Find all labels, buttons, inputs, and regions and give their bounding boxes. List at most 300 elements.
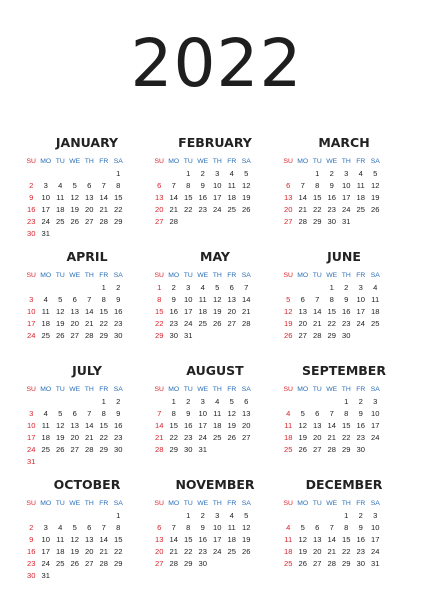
month-april — [23, 248, 151, 342]
day-cell: 1 — [116, 169, 121, 178]
weekday-header: MO — [40, 158, 52, 165]
day-cell: 10 — [184, 295, 193, 304]
day-cell: 21 — [99, 205, 108, 214]
day-cell: 2 — [200, 511, 205, 520]
blank-cell — [296, 168, 311, 180]
day-cell: 6 — [244, 397, 249, 406]
day-cell: 18 — [227, 535, 236, 544]
day-cell: 6 — [157, 523, 162, 532]
weekday-header: WE — [326, 158, 338, 165]
day-cell: 23 — [27, 217, 36, 226]
day-cell: 2 — [116, 283, 121, 292]
day-cell: 20 — [70, 319, 79, 328]
blank-cell — [97, 168, 112, 180]
day-cell: 25 — [56, 217, 65, 226]
day-cell: 3 — [186, 283, 191, 292]
blank-cell — [325, 396, 340, 408]
weekday-header: FR — [99, 158, 109, 165]
day-cell: 3 — [373, 511, 378, 520]
day-cell: 28 — [169, 217, 178, 226]
weekday-header: WE — [69, 500, 81, 507]
weekday-header: SA — [113, 386, 123, 393]
day-cell: 26 — [213, 319, 222, 328]
day-cell: 25 — [227, 205, 236, 214]
day-cell: 26 — [70, 559, 79, 568]
day-cell: 19 — [371, 193, 380, 202]
day-cell: 3 — [29, 295, 34, 304]
day-cell: 6 — [72, 295, 77, 304]
day-cell: 29 — [99, 445, 108, 454]
day-grid — [151, 270, 279, 342]
day-cell: 3 — [344, 169, 349, 178]
day-cell: 10 — [356, 295, 365, 304]
day-cell: 15 — [114, 535, 123, 544]
day-cell: 29 — [114, 559, 123, 568]
day-cell: 3 — [373, 397, 378, 406]
day-cell: 7 — [315, 295, 320, 304]
day-cell: 16 — [27, 205, 36, 214]
blank-cell — [82, 282, 97, 294]
blank-cell — [281, 510, 296, 522]
day-cell: 12 — [70, 535, 79, 544]
day-grid — [23, 270, 151, 342]
blank-cell — [53, 168, 68, 180]
day-cell: 10 — [371, 523, 380, 532]
day-cell: 23 — [184, 433, 193, 442]
day-cell: 25 — [284, 559, 293, 568]
day-grid — [23, 498, 151, 582]
day-cell: 13 — [227, 295, 236, 304]
day-cell: 13 — [313, 421, 322, 430]
day-cell: 13 — [85, 535, 94, 544]
day-cell: 16 — [114, 307, 123, 316]
weekday-header: SA — [113, 158, 123, 165]
weekday-header: SU — [283, 158, 293, 165]
blank-cell — [68, 510, 83, 522]
blank-cell — [24, 168, 39, 180]
weekday-header: WE — [197, 386, 209, 393]
day-cell: 4 — [58, 523, 63, 532]
day-cell: 14 — [155, 421, 164, 430]
day-cell: 22 — [184, 547, 193, 556]
day-cell: 3 — [43, 523, 48, 532]
month-name: AUGUST — [186, 363, 244, 378]
day-cell: 6 — [300, 295, 305, 304]
day-cell: 2 — [358, 511, 363, 520]
weekday-header: TH — [84, 500, 94, 507]
day-cell: 16 — [198, 535, 207, 544]
day-cell: 18 — [213, 421, 222, 430]
blank-cell — [39, 396, 54, 408]
day-cell: 5 — [58, 409, 63, 418]
day-cell: 9 — [344, 295, 349, 304]
weekday-header: SU — [283, 272, 293, 279]
blank-cell — [82, 396, 97, 408]
day-cell: 6 — [87, 181, 92, 190]
day-cell: 31 — [371, 559, 380, 568]
day-cell: 11 — [56, 193, 65, 202]
month-august — [151, 362, 279, 456]
day-cell: 5 — [300, 523, 305, 532]
weekday-header: SU — [283, 500, 293, 507]
day-cell: 8 — [116, 181, 121, 190]
month-june — [280, 248, 408, 342]
day-cell: 24 — [371, 547, 380, 556]
day-cell: 30 — [198, 559, 207, 568]
day-cell: 9 — [116, 409, 121, 418]
day-cell: 7 — [171, 523, 176, 532]
day-cell: 11 — [227, 181, 236, 190]
day-cell: 13 — [284, 193, 293, 202]
weekday-header: TU — [55, 500, 65, 507]
day-cell: 28 — [85, 331, 94, 340]
day-cell: 17 — [27, 433, 36, 442]
day-cell: 18 — [284, 547, 293, 556]
day-cell: 17 — [371, 535, 380, 544]
weekday-header: FR — [227, 272, 237, 279]
day-cell: 13 — [242, 409, 251, 418]
day-cell: 14 — [327, 535, 336, 544]
day-cell: 24 — [184, 319, 193, 328]
weekday-header: SA — [370, 272, 380, 279]
day-cell: 15 — [155, 307, 164, 316]
weekday-header: MO — [297, 158, 309, 165]
month-october — [23, 476, 151, 582]
day-cell: 29 — [99, 331, 108, 340]
day-cell: 2 — [200, 169, 205, 178]
day-cell: 20 — [70, 433, 79, 442]
day-cell: 6 — [72, 409, 77, 418]
weekday-header: MO — [40, 386, 52, 393]
day-cell: 14 — [298, 193, 307, 202]
blank-cell — [97, 510, 112, 522]
day-cell: 3 — [215, 169, 220, 178]
day-cell: 13 — [298, 307, 307, 316]
day-cell: 25 — [371, 319, 380, 328]
day-cell: 12 — [56, 307, 65, 316]
day-cell: 12 — [227, 409, 236, 418]
day-cell: 3 — [200, 397, 205, 406]
weekday-header: TH — [341, 158, 351, 165]
day-cell: 23 — [342, 319, 351, 328]
day-cell: 22 — [342, 547, 351, 556]
blank-cell — [281, 168, 296, 180]
day-cell: 10 — [213, 181, 222, 190]
day-cell: 28 — [155, 445, 164, 454]
day-cell: 23 — [327, 205, 336, 214]
day-cell: 11 — [227, 523, 236, 532]
day-cell: 9 — [116, 295, 121, 304]
day-cell: 31 — [342, 217, 351, 226]
day-cell: 28 — [327, 559, 336, 568]
day-cell: 22 — [184, 205, 193, 214]
day-cell: 8 — [186, 181, 191, 190]
day-cell: 26 — [56, 445, 65, 454]
day-cell: 14 — [99, 193, 108, 202]
weekday-header: MO — [297, 500, 309, 507]
weekday-header: SA — [370, 386, 380, 393]
day-cell: 19 — [213, 307, 222, 316]
day-cell: 16 — [327, 193, 336, 202]
day-cell: 15 — [99, 421, 108, 430]
weekday-header: SA — [370, 158, 380, 165]
day-cell: 7 — [244, 283, 249, 292]
day-cell: 24 — [27, 445, 36, 454]
weekday-header: TH — [84, 272, 94, 279]
day-cell: 12 — [284, 307, 293, 316]
weekday-header: FR — [227, 158, 237, 165]
day-cell: 2 — [116, 397, 121, 406]
day-cell: 7 — [171, 181, 176, 190]
blank-cell — [68, 396, 83, 408]
blank-cell — [82, 510, 97, 522]
day-cell: 15 — [313, 193, 322, 202]
day-cell: 13 — [155, 535, 164, 544]
day-cell: 24 — [213, 205, 222, 214]
blank-cell — [39, 510, 54, 522]
day-cell: 26 — [298, 559, 307, 568]
day-cell: 1 — [171, 397, 176, 406]
month-name: FEBRUARY — [178, 135, 252, 150]
day-cell: 5 — [300, 409, 305, 418]
day-cell: 6 — [315, 523, 320, 532]
day-cell: 9 — [329, 181, 334, 190]
day-cell: 3 — [29, 409, 34, 418]
day-cell: 4 — [200, 283, 205, 292]
day-cell: 16 — [198, 193, 207, 202]
day-cell: 27 — [242, 433, 251, 442]
day-cell: 11 — [213, 409, 222, 418]
day-cell: 16 — [27, 547, 36, 556]
day-cell: 28 — [327, 445, 336, 454]
day-cell: 9 — [200, 523, 205, 532]
day-cell: 1 — [329, 283, 334, 292]
weekday-header: SU — [154, 386, 164, 393]
day-cell: 30 — [27, 229, 36, 238]
day-cell: 24 — [27, 331, 36, 340]
day-cell: 18 — [356, 193, 365, 202]
day-cell: 20 — [85, 205, 94, 214]
weekday-header: WE — [326, 272, 338, 279]
day-cell: 6 — [157, 181, 162, 190]
day-cell: 29 — [169, 445, 178, 454]
day-cell: 5 — [58, 295, 63, 304]
day-cell: 30 — [356, 559, 365, 568]
day-cell: 17 — [213, 193, 222, 202]
day-cell: 17 — [213, 535, 222, 544]
weekday-header: TH — [341, 272, 351, 279]
day-cell: 12 — [371, 181, 380, 190]
day-cell: 12 — [298, 535, 307, 544]
day-cell: 15 — [114, 193, 123, 202]
blank-cell — [39, 282, 54, 294]
day-cell: 12 — [70, 193, 79, 202]
day-cell: 25 — [284, 445, 293, 454]
weekday-header: FR — [99, 500, 109, 507]
day-cell: 11 — [56, 535, 65, 544]
blank-cell — [310, 510, 325, 522]
day-cell: 17 — [41, 205, 50, 214]
day-cell: 28 — [99, 217, 108, 226]
day-cell: 10 — [27, 421, 36, 430]
day-cell: 2 — [344, 283, 349, 292]
day-cell: 28 — [242, 319, 251, 328]
day-cell: 26 — [371, 205, 380, 214]
day-cell: 4 — [286, 409, 291, 418]
month-name: DECEMBER — [305, 477, 383, 492]
day-cell: 11 — [371, 295, 380, 304]
month-september — [280, 362, 408, 456]
day-cell: 21 — [242, 307, 251, 316]
day-cell: 7 — [300, 181, 305, 190]
day-cell: 19 — [70, 205, 79, 214]
weekday-header: FR — [227, 500, 237, 507]
weekday-header: WE — [197, 158, 209, 165]
day-cell: 20 — [284, 205, 293, 214]
day-cell: 10 — [213, 523, 222, 532]
day-cell: 28 — [298, 217, 307, 226]
day-cell: 31 — [27, 457, 36, 466]
day-cell: 5 — [215, 283, 220, 292]
day-cell: 22 — [114, 547, 123, 556]
day-cell: 15 — [327, 307, 336, 316]
month-november — [151, 476, 279, 570]
weekday-header: TU — [183, 272, 193, 279]
day-cell: 3 — [358, 283, 363, 292]
month-name: MARCH — [318, 135, 370, 150]
day-cell: 21 — [298, 205, 307, 214]
day-cell: 31 — [41, 229, 50, 238]
day-cell: 29 — [342, 445, 351, 454]
weekday-header: TU — [55, 272, 65, 279]
weekday-header: MO — [40, 500, 52, 507]
weekday-header: WE — [197, 272, 209, 279]
month-name: SEPTEMBER — [302, 363, 386, 378]
day-cell: 17 — [27, 319, 36, 328]
day-cell: 11 — [356, 181, 365, 190]
weekday-header: TU — [312, 158, 322, 165]
weekday-header: SU — [154, 500, 164, 507]
day-cell: 3 — [215, 511, 220, 520]
month-name: APRIL — [66, 249, 108, 264]
weekday-header: MO — [297, 272, 309, 279]
day-cell: 2 — [186, 397, 191, 406]
day-cell: 9 — [358, 409, 363, 418]
day-cell: 30 — [327, 217, 336, 226]
day-cell: 21 — [85, 319, 94, 328]
day-cell: 5 — [373, 169, 378, 178]
weekday-header: FR — [99, 386, 109, 393]
month-name: OCTOBER — [53, 477, 121, 492]
day-cell: 26 — [227, 433, 236, 442]
day-cell: 7 — [329, 409, 334, 418]
blank-cell — [325, 510, 340, 522]
day-cell: 22 — [327, 319, 336, 328]
month-july — [23, 362, 151, 468]
month-december — [280, 476, 408, 570]
day-cell: 1 — [186, 169, 191, 178]
blank-cell — [296, 282, 311, 294]
blank-cell — [24, 282, 39, 294]
day-cell: 22 — [99, 433, 108, 442]
day-cell: 20 — [155, 547, 164, 556]
blank-cell — [68, 168, 83, 180]
weekday-header: SA — [241, 272, 251, 279]
day-cell: 14 — [85, 307, 94, 316]
day-cell: 30 — [27, 571, 36, 580]
blank-cell — [281, 396, 296, 408]
year-title: 2022 — [130, 25, 303, 102]
day-cell: 30 — [169, 331, 178, 340]
day-cell: 15 — [169, 421, 178, 430]
day-cell: 13 — [85, 193, 94, 202]
day-cell: 14 — [313, 307, 322, 316]
day-cell: 20 — [313, 433, 322, 442]
day-cell: 9 — [358, 523, 363, 532]
weekday-header: SA — [370, 500, 380, 507]
blank-cell — [152, 396, 167, 408]
weekday-header: SA — [241, 386, 251, 393]
day-cell: 17 — [342, 193, 351, 202]
day-grid — [151, 498, 279, 570]
day-cell: 23 — [27, 559, 36, 568]
blank-cell — [152, 510, 167, 522]
day-cell: 18 — [284, 433, 293, 442]
day-cell: 19 — [242, 535, 251, 544]
weekday-header: MO — [168, 500, 180, 507]
weekday-header: MO — [168, 272, 180, 279]
weekday-header: TH — [341, 386, 351, 393]
day-cell: 7 — [101, 523, 106, 532]
day-cell: 31 — [41, 571, 50, 580]
day-cell: 18 — [371, 307, 380, 316]
day-cell: 30 — [114, 445, 123, 454]
day-cell: 13 — [70, 421, 79, 430]
day-cell: 19 — [298, 547, 307, 556]
day-cell: 21 — [327, 547, 336, 556]
weekday-header: FR — [356, 272, 366, 279]
day-cell: 14 — [242, 295, 251, 304]
day-cell: 29 — [342, 559, 351, 568]
day-cell: 9 — [171, 295, 176, 304]
day-cell: 20 — [155, 205, 164, 214]
day-cell: 2 — [171, 283, 176, 292]
day-cell: 26 — [284, 331, 293, 340]
day-cell: 4 — [286, 523, 291, 532]
day-cell: 28 — [313, 331, 322, 340]
day-cell: 19 — [56, 433, 65, 442]
day-cell: 8 — [315, 181, 320, 190]
blank-cell — [310, 396, 325, 408]
day-cell: 2 — [329, 169, 334, 178]
day-cell: 24 — [41, 217, 50, 226]
blank-cell — [53, 510, 68, 522]
day-cell: 23 — [114, 433, 123, 442]
day-cell: 6 — [315, 409, 320, 418]
blank-cell — [310, 282, 325, 294]
day-cell: 24 — [198, 433, 207, 442]
day-cell: 19 — [70, 547, 79, 556]
day-cell: 14 — [169, 535, 178, 544]
day-cell: 1 — [344, 511, 349, 520]
day-cell: 13 — [155, 193, 164, 202]
month-name: NOVEMBER — [175, 477, 255, 492]
day-cell: 20 — [85, 547, 94, 556]
day-grid — [280, 384, 408, 456]
day-cell: 29 — [114, 217, 123, 226]
day-cell: 19 — [56, 319, 65, 328]
weekday-header: WE — [69, 272, 81, 279]
